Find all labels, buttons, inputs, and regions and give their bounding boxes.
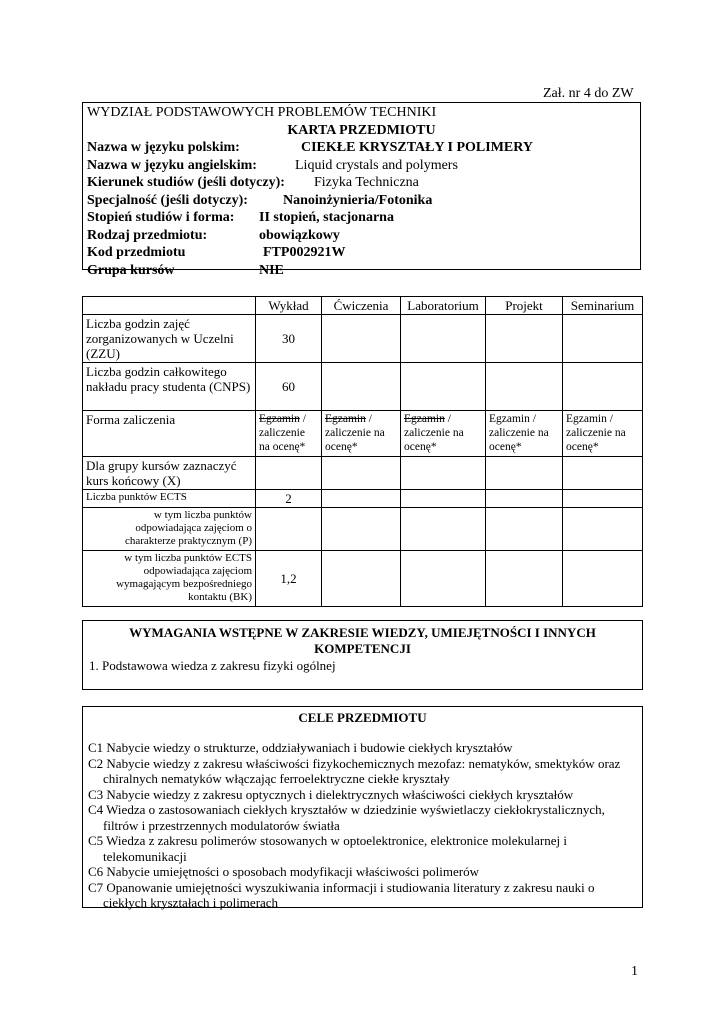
table-row-grupa	[83, 457, 643, 490]
table-cell	[322, 508, 401, 551]
table-row-bk	[83, 551, 643, 607]
header-row-label: Grupa kursów	[87, 262, 175, 278]
row-label: Dla grupy kursów zaznaczyć kurs końcowy (X)	[83, 457, 256, 490]
header-row-polish-name	[87, 139, 636, 157]
table-row-practical	[83, 508, 643, 551]
table-cell	[401, 490, 486, 508]
table-cell: 30	[256, 315, 322, 363]
header-row-label: Nazwa w języku angielskim:	[87, 157, 257, 173]
header-row-label: Rodzaj przedmiotu:	[87, 227, 208, 243]
table-cell	[256, 508, 322, 551]
goals-title: CELE PRZEDMIOTU	[298, 710, 427, 725]
table-row-forma	[83, 411, 643, 457]
header-row-value: Fizyka Techniczna	[314, 175, 419, 190]
table-cell: 1,2	[256, 551, 322, 607]
table-cell	[486, 315, 563, 363]
table-cell	[322, 315, 401, 363]
table-row-cnps	[83, 363, 643, 411]
forma-cell-cwiczenia	[322, 411, 401, 457]
row-label: Liczba punktów ECTS	[83, 490, 256, 508]
exam: Egzamin	[566, 413, 607, 425]
row-label: Forma zaliczenia	[83, 411, 256, 457]
forma-grade: zaliczenie na ocenę*	[404, 427, 464, 453]
table-cell	[322, 490, 401, 508]
table-cell	[322, 457, 401, 490]
page-number: 1	[631, 964, 638, 979]
hours-table	[82, 296, 643, 607]
table-cell	[486, 490, 563, 508]
requirement-item: 1. Podstawowa wiedza z zakresu fizyki ogólnej	[89, 658, 336, 673]
forma-grade: zaliczenie na ocenę*	[566, 427, 626, 453]
forma-separator: /	[529, 413, 536, 425]
header-row-label: Specjalność (jeśli dotyczy):	[87, 192, 248, 208]
forma-separator: /	[444, 413, 451, 425]
forma-cell-laboratorium	[401, 411, 486, 457]
header-row-course-code	[87, 244, 636, 262]
header-row-label: Nazwa w języku polskim:	[87, 140, 240, 155]
table-row-ects	[83, 490, 643, 508]
forma-cell-wyklad	[256, 411, 322, 457]
table-cell	[563, 457, 643, 490]
forma-grade: zaliczenie na ocenę*	[489, 427, 549, 453]
goal-item: C1 Nabycie wiedzy o strukturze, oddziaływaniach i budowie ciekłych kryształów	[88, 740, 513, 755]
header-row-english-name	[87, 157, 636, 175]
header-row-value: II stopień, stacjonarna	[259, 210, 394, 225]
column-header: Laboratorium	[401, 297, 486, 315]
faculty-name: WYDZIAŁ PODSTAWOWYCH PROBLEMÓW TECHNIKI	[87, 105, 437, 120]
annex-label: Zał. nr 4 do ZW	[543, 86, 634, 101]
table-cell	[401, 363, 486, 411]
header-row-degree	[87, 209, 636, 227]
goal-item: C5 Wiedza z zakresu polimerów stosowanych w optoelektronice, elektronice molekularnej i telekomunikacji	[88, 833, 567, 864]
header-row-course-group	[87, 262, 636, 280]
table-cell	[401, 508, 486, 551]
table-cell	[563, 551, 643, 607]
table-cell	[401, 315, 486, 363]
table-row-zzu	[83, 315, 643, 363]
header-row-value: Nanoinżynieria/Fotonika	[283, 192, 433, 208]
table-header-row	[83, 297, 643, 315]
header-row-label: Kierunek studiów (jeśli dotyczy):	[87, 175, 285, 190]
card-title: KARTA PRZEDMIOTU	[287, 122, 436, 138]
row-label: Liczba godzin zajęć zorganizowanych w Uczelni (ZZU)	[83, 315, 256, 363]
forma-separator: /	[365, 413, 372, 425]
header-row-course-type	[87, 227, 636, 245]
table-cell: 60	[256, 363, 322, 411]
header-row-field-of-study	[87, 174, 636, 192]
goal-item: C6 Nabycie umiejętności o sposobach modyfikacji właściwości polimerów	[88, 864, 479, 879]
goal-item: C4 Wiedza o zastosowaniach ciekłych kryształów w dziedzinie wyświetlaczy ciekłokrystalicznych, filtrów i przestrzennych modulatorów światła	[88, 802, 605, 833]
table-cell	[256, 457, 322, 490]
header-row-label: Stopień studiów i forma:	[87, 210, 235, 225]
header-row-value: FTP002921W	[263, 245, 346, 260]
forma-separator: /	[299, 413, 306, 425]
table-cell	[563, 363, 643, 411]
forma-grade: zaliczenie na ocenę*	[259, 427, 306, 453]
goal-item: C3 Nabycie wiedzy z zakresu optycznych i dielektrycznych właściwości ciekłych kryształów	[88, 786, 574, 802]
exam-struck: Egzamin	[325, 413, 366, 425]
header-row-value: CIEKŁE KRYSZTAŁY I POLIMERY	[301, 140, 533, 155]
table-corner-cell	[83, 297, 256, 315]
header-row-specialty	[87, 192, 636, 210]
goal-item: C7 Opanowanie umiejętności wyszukiwania informacji i studiowania literatury z zakresu nauki o ciekłych kryształach i polimerach	[88, 879, 595, 910]
table-cell	[563, 490, 643, 508]
forma-grade: zaliczenie na ocenę*	[325, 427, 385, 453]
course-header	[82, 102, 641, 278]
table-cell: 2	[256, 490, 322, 508]
table-cell	[486, 457, 563, 490]
table-cell	[563, 508, 643, 551]
exam-struck: Egzamin	[404, 413, 445, 425]
table-cell	[563, 315, 643, 363]
row-label: Liczba godzin całkowitego nakładu pracy studenta (CNPS)	[83, 363, 256, 411]
forma-cell-seminarium	[563, 411, 643, 457]
header-row-value: obowiązkowy	[259, 227, 340, 243]
forma-cell-projekt	[486, 411, 563, 457]
exam-struck: Egzamin	[259, 413, 300, 425]
goal-item: C2 Nabycie wiedzy z zakresu właściwości fizykochemicznych mezofaz: nematyków, smektyków oraz chiralnych nematyków włączając ferroelektryczne ciekłe kryształy	[88, 755, 621, 786]
table-cell	[322, 551, 401, 607]
forma-separator: /	[606, 413, 613, 425]
column-header: Ćwiczenia	[322, 297, 401, 315]
table-cell	[401, 551, 486, 607]
requirements-title: WYMAGANIA WSTĘPNE W ZAKRESIE WIEDZY, UMIEJĘTNOŚCI I INNYCH KOMPETENCJI	[129, 625, 596, 656]
header-row-value: Liquid crystals and polymers	[295, 157, 458, 173]
table-cell	[322, 363, 401, 411]
goals-box	[82, 706, 643, 908]
table-cell	[486, 363, 563, 411]
row-label: w tym liczba punktów odpowiadająca zajęciom o charakterze praktycznym (P)	[83, 508, 256, 551]
column-header: Seminarium	[563, 297, 643, 315]
requirements-box	[82, 620, 643, 690]
table-cell	[486, 551, 563, 607]
column-header: Wykład	[256, 297, 322, 315]
table-cell	[486, 508, 563, 551]
exam: Egzamin	[489, 413, 530, 425]
table-cell	[401, 457, 486, 490]
row-label: w tym liczba punktów ECTS odpowiadająca zajęciom wymagającym bezpośredniego kontaktu (BK)	[83, 551, 256, 607]
header-row-label: Kod przedmiotu	[87, 245, 186, 260]
column-header: Projekt	[486, 297, 563, 315]
header-row-value: NIE	[259, 262, 284, 278]
